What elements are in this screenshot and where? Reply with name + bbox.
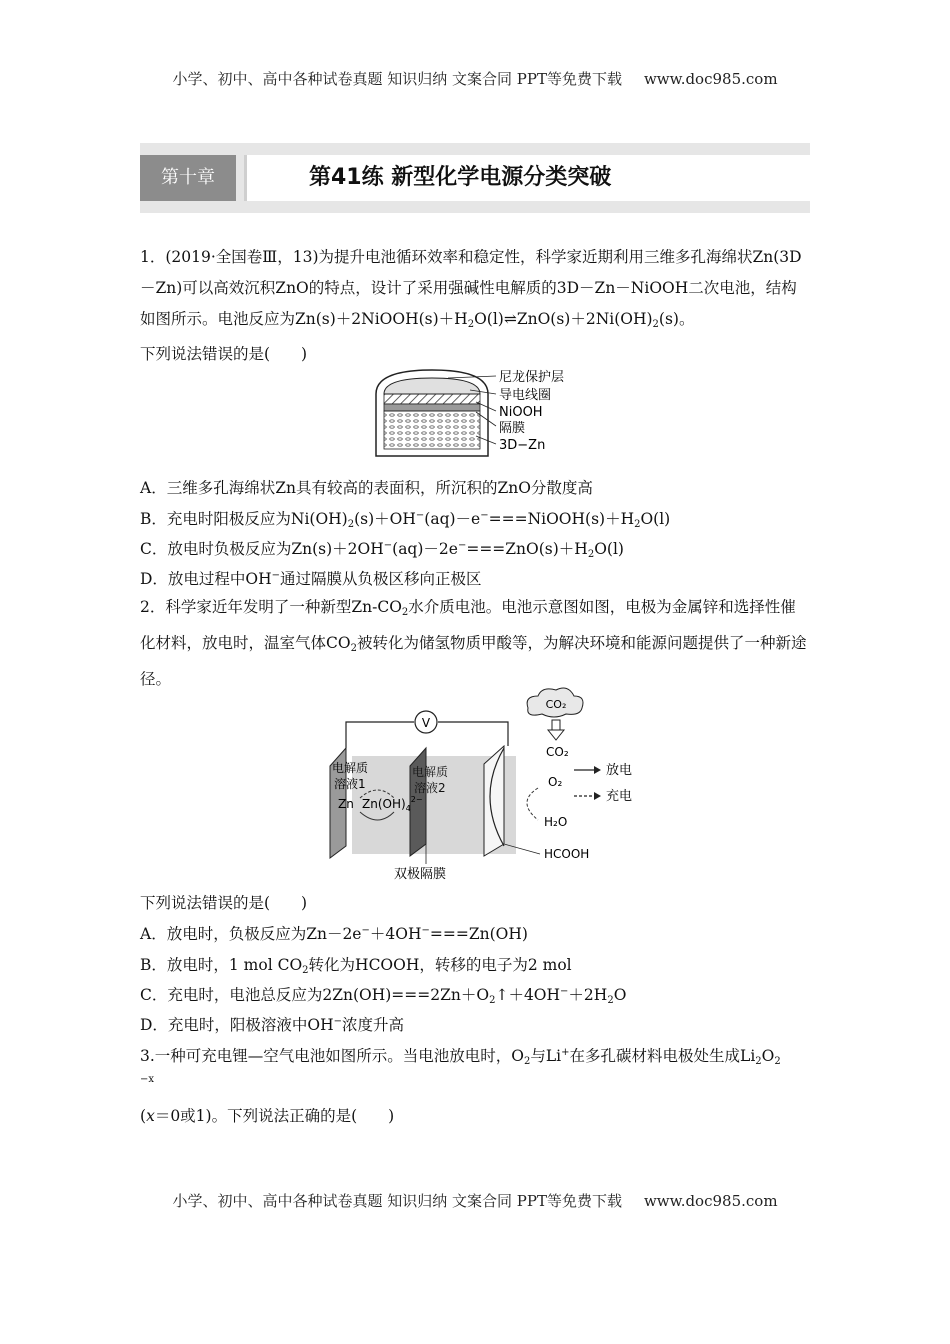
q3-stem-line1: 3.一种可充电锂—空气电池如图所示。当电池放电时，$O_2$与Li+在多孔碳材料电极处生成$Li_2O_2$ — [140, 1047, 781, 1067]
label-3d-zn: 3D−Zn — [499, 438, 546, 453]
zn-label: Zn — [338, 797, 354, 811]
page-footer — [0, 1190, 950, 1211]
co2-label: CO₂ — [546, 745, 569, 759]
q2-option-c[interactable]: C．充电时，电池总反应为$2Zn(OH)===2Zn+O_2↑+4OH^-+2H_2O$ — [140, 986, 627, 1006]
page-header — [0, 68, 950, 89]
footer-url[interactable]: www.doc985.com — [643, 1192, 778, 1210]
znoh-label: $Zn(OH)_4^{2-}$ — [362, 795, 423, 813]
bipolar-membrane-label: 双极隔膜 — [394, 867, 447, 882]
discharge-label: 放电 — [606, 763, 633, 778]
q1-option-a[interactable]: A．三维多孔海绵状Zn具有较高的表面积，所沉积的ZnO分散度高 — [140, 479, 593, 497]
q1-option-d[interactable]: D．放电过程中OH−通过隔膜从负极区移向正极区 — [140, 570, 482, 588]
q2-battery-figure — [326, 686, 646, 882]
charge-label: 充电 — [606, 789, 633, 804]
q3-stem-line2: (x＝0或1)。下列说法正确的是( ) — [140, 1107, 395, 1125]
label-niooh: NiOOH — [499, 405, 543, 420]
q1-option-b[interactable]: B．充电时阳极反应为$Ni(OH)_2(s)+OH^-(aq)-e^-===NiOOH(s)+H_2O(l)$ — [140, 510, 671, 530]
header-text: 小学、初中、高中各种试卷真题 知识归纳 文案合同 PPT等免费下载 — [172, 70, 622, 88]
title-banner — [140, 143, 810, 213]
cloud-co2-label: CO₂ — [545, 698, 567, 711]
q2-option-a[interactable]: A．放电时，负极反应为Zn－2e−＋4OH−===Zn(OH) — [140, 925, 528, 943]
electrolyte2-line2: 溶液2 — [414, 781, 446, 795]
h2o-label: H₂O — [544, 815, 568, 829]
down-arrow-icon — [552, 720, 560, 730]
label-conductive-coil: 导电线圈 — [499, 388, 552, 403]
page-title: 第41练 新型化学电源分类突破 — [309, 165, 612, 190]
electrolyte1-line2: 溶液1 — [334, 777, 366, 791]
electrolyte2-line1: 电解质 — [412, 765, 449, 779]
chapter-tab: 第十章 — [140, 155, 236, 201]
reversible-arrow-icon: ⇌ — [503, 310, 517, 328]
q1-option-c[interactable]: C．放电时负极反应为$Zn(s)+2OH^-(aq)-2e^-===ZnO(s)+H_2O(l)$ — [140, 540, 624, 560]
header-url[interactable]: www.doc985.com — [643, 70, 778, 88]
footer-text: 小学、初中、高中各种试卷真题 知识归纳 文案合同 PPT等免费下载 — [172, 1192, 622, 1210]
q2-stem: 2．科学家近年发明了一种新型$Zn-CO_2$水介质电池。电池示意图如图，电极为金属锌和选择性催化材料，放电时，温室气体$CO_2$被转化为储氢物质甲酸等，为解决环境和能源问题提供了一种新途径。 — [140, 598, 807, 688]
q1-stem: 1．(2019·全国卷Ⅲ，13)为提升电池循环效率和稳定性，科学家近期利用三维多孔海绵状Zn(3D－Zn)可以高效沉积ZnO的特点，设计了采用强碱性电解质的3D－Zn－NiOOH二次电池，结构如图所示。电池反应为$Zn(s)+2NiOOH(s)+H_2O(l)\rightleftharpoons ZnO(s)+2Ni(OH)_2(s)$。 — [140, 248, 802, 330]
label-membrane: 隔膜 — [499, 421, 526, 436]
electrolyte1-line1: 电解质 — [332, 761, 369, 775]
hcooh-label: HCOOH — [544, 847, 590, 861]
voltmeter-label: V — [421, 716, 431, 730]
q2-option-d[interactable]: D．充电时，阳极溶液中OH−浓度升高 — [140, 1016, 405, 1034]
title-box — [244, 155, 810, 201]
q1-battery-figure — [372, 364, 592, 462]
o2-label: O₂ — [548, 775, 563, 789]
label-nylon-layer: 尼龙保护层 — [499, 370, 565, 385]
q3-subscript-x: −x — [140, 1074, 155, 1085]
q2-prompt: 下列说法错误的是( ) — [140, 894, 308, 912]
q1-prompt: 下列说法错误的是( ) — [140, 345, 308, 363]
q2-option-b[interactable]: B．放电时，1 mol $CO_2$转化为HCOOH，转移的电子为2 mol — [140, 956, 572, 976]
